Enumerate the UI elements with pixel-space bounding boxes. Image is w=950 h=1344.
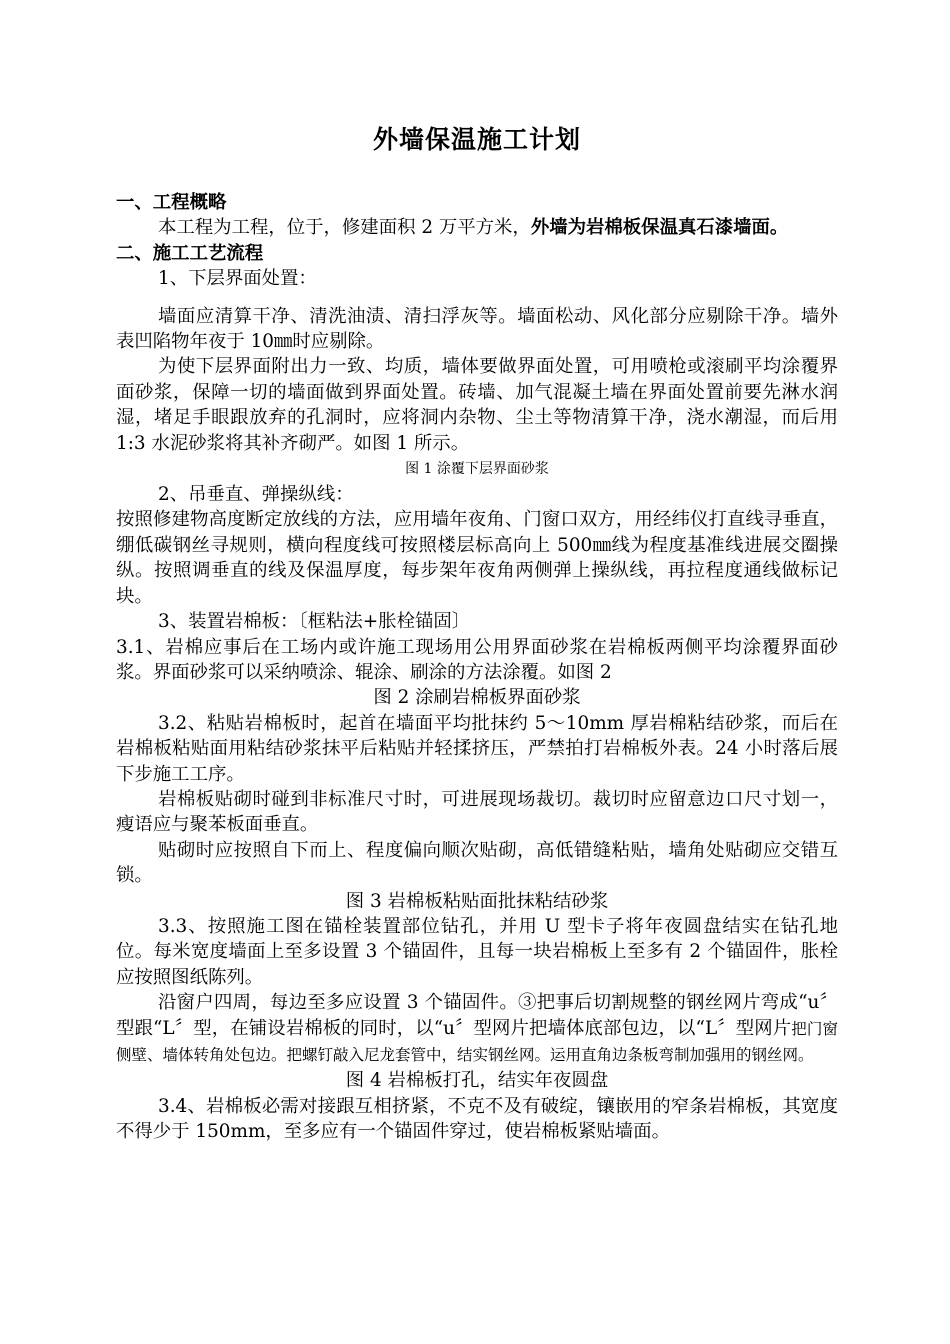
paragraph: 岩棉板贴砌时碰到非标准尺寸时，可进展现场裁切。裁切时应留意边口尺寸划一，瘦语应与聚苯板面垂直。 [116,788,838,836]
page-title: 外墙保温施工计划 [372,125,581,154]
subheading-install-rockwool: 3、装置岩棉板：〔框粘法+胀栓锚固〕 [158,611,471,633]
document-body [116,122,838,1145]
figure-caption-4: 图 4 岩棉板打孔，结实年夜圆盘 [345,1070,609,1092]
paragraph: 3.2、粘贴岩棉板时，起首在墙面平均批抹约 5～10mm 厚岩棉粘结砂浆，而后在岩棉板粘贴面用粘结砂浆抹平后粘贴并轻揉挤压，严禁拍打岩棉板外表。24 小时落后展下步施工工序。 [116,712,838,785]
paragraph: 按照修建物高度断定放线的方法，应用墙年夜角、门窗口双方，用经纬仪打直线寻垂直，绷低碳钢丝寻规则，横向程度线可按照楼层标高向上 500㎜线为程度基准线进展交圈操纵。按照调垂直的线及保温厚度，每步架年夜角两侧弹上操纵线，再拉程度通线做标记块。 [116,509,838,607]
paragraph: 贴砌时应按照自下而上、程度偏向顺次贴砌，高低错缝粘贴，墙角处贴砌应交错互锁。 [116,839,838,887]
paragraph: 3.1、岩棉应事后在工场内或许施工现场用公用界面砂浆在岩棉板两侧平均涂覆界面砂浆。界面砂浆可以采纳喷涂、辊涂、刷涂的方法涂覆。如图 2 [116,636,838,683]
figure-caption-2: 图 2 涂刷岩棉板界面砂浆 [373,687,581,709]
figure-caption-1: 图 1 涂覆下层界面砂浆 [405,461,549,478]
overview-paragraph [116,215,838,240]
section-heading-overview: 一、工程概略 [116,192,227,213]
paragraph: 为使下层界面附出力一致、均质，墙体要做界面处置，可用喷枪或滚刷平均涂覆界面砂浆，保障一切的墙面做到界面处置。砖墙、加气混凝土墙在界面处置前要先淋水润湿，堵足手眼跟放弃的孔洞时，应将洞内杂物、尘土等物清算干净，浇水潮湿，而后用 1:3 水泥砂浆将其补齐砌严。如图 1 所示。 [116,356,838,454]
paragraph: 墙面应清算干净、清洗油渍、清扫浮灰等。墙面松动、风化部分应剔除干净。墙外表凹陷物年夜于 10㎜时应剔除。 [116,305,838,353]
paragraph: 3.4、岩棉板必需对接跟互相挤紧，不克不及有破绽，镶嵌用的窄条岩棉板，其宽度不得少于 150mm，至多应有一个锚固件穿过，使岩棉板紧贴墙面。 [116,1095,838,1143]
figure-caption-3: 图 3 岩棉板粘贴面批抹粘结砂浆 [345,890,609,912]
paragraph: 3.3、按照施工图在锚栓装置部位钻孔，并用 U 型卡子将年夜圆盘结实在钻孔地位。每米宽度墙面上至多设置 3 个锚固件，且每一块岩棉板上至多有 2 个锚固件，胀栓应按照图纸陈列。 [116,915,838,988]
overview-bold-text: 外墙为岩棉板保温真石漆墙面。 [530,217,789,239]
overview-text: 本工程为工程，位于，修建面积 2 万平方米， [158,217,531,239]
paragraph [116,990,838,1068]
paragraph-small-text: 把门窗侧壁、墙体转角处包边。把螺钉敲入尼龙套管中，结实钢丝网。运用直角边条板弯制加强用的钢丝网。 [116,1019,838,1064]
section-heading-process: 二、施工工艺流程 [116,242,264,264]
paragraph-text: 沿窗户四周，每边至多应设置 3 个锚固件。③把事后切割规整的钢丝网片弯成“u〞型跟“L〞型，在铺设岩棉板的同时，以“u〞型网片把墙体底部包边，以“L〞型网片 [116,992,838,1039]
subheading-base-treatment: 1、下层界面处置： [158,268,317,290]
subheading-plumb-lines: 2、吊垂直、弹操纵线： [158,484,354,506]
